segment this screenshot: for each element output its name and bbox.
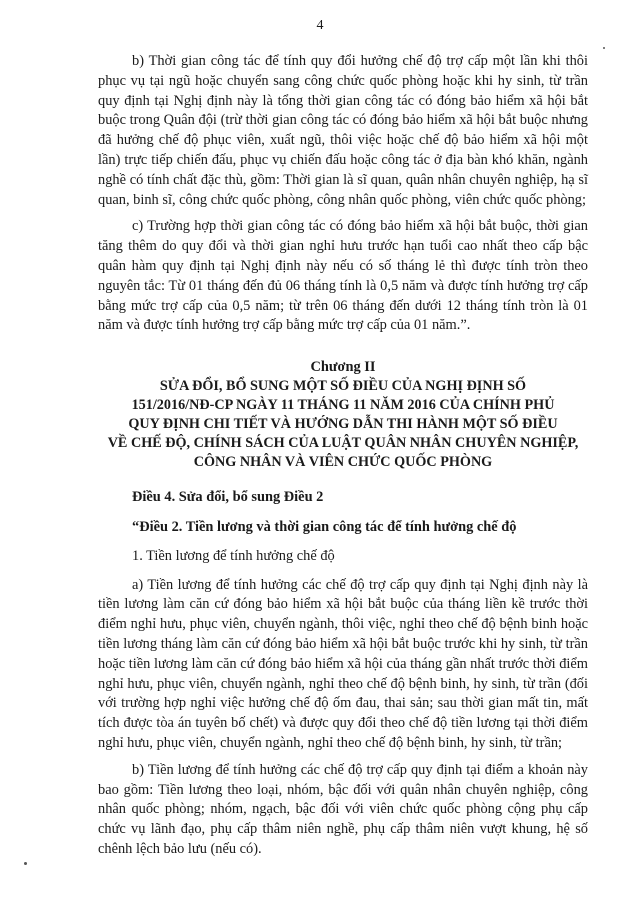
article-4-heading: Điều 4. Sửa đổi, bổ sung Điều 2 bbox=[132, 489, 324, 506]
paragraph-b-salary-components: b) Tiền lương để tính hưởng các chế độ trợ cấp quy định tại điểm a khoản này bao gồm: Tiền lương theo loại, nhóm, bậc đối với quân nhân chuyên nghiệp, công nhân quốc phòng; nhóm, ngạch, bậc đối với viên chức quốc phòng cộng phụ cấp chức vụ lãnh đạo, phụ cấp thâm niên nghề, phụ cấp thâm niên vượt khung, hệ số chênh lệch bảo lưu (nếu có). bbox=[98, 761, 588, 857]
document-body bbox=[98, 52, 588, 867]
paragraph-a-salary-basis: a) Tiền lương để tính hưởng các chế độ trợ cấp quy định tại Nghị định này là tiền lương làm căn cứ đóng bảo hiểm xã hội bắt buộc của tháng liền kề trước thời điểm nghỉ hưu, phục viên, chuyển ngành, thôi việc, nghỉ theo chế độ bệnh binh hoặc tiền lương tháng làm căn cứ đóng bảo hiểm xã hội bắt buộc trước khi hy sinh, từ trần hoặc tiền lương làm căn cứ đóng bảo hiểm xã hội của tháng gần nhất trước thời điểm nghỉ hưu, phục viên, chuyển ngành, nghỉ theo chế độ bệnh binh, hy sinh, từ trần (đối với trường hợp nghỉ việc hưởng chế độ ốm đau, thai sản; sau thời gian mất tin, mất tích được tòa án tuyên bố chết) và được quy đổi theo chế độ tiền lương tại thời điểm nghỉ hưu, phục viên, chuyển ngành, nghỉ theo chế độ bệnh binh, hy sinh, từ trần; bbox=[98, 576, 588, 751]
clause-1-heading: 1. Tiền lương để tính hưởng chế độ bbox=[132, 547, 335, 564]
page-number: 4 bbox=[316, 18, 324, 33]
paragraph-b-work-time: b) Thời gian công tác để tính quy đổi hưởng chế độ trợ cấp một lần khi thôi phục vụ tại ngũ hoặc chuyển sang công chức quốc phòng hoặc khi hy sinh, từ trần quy định tại Nghị định này là tổng thời gian công tác có đóng bảo hiểm xã hội bắt buộc trong Quân đội (trừ thời gian công tác có đóng bảo hiểm xã hội bắt buộc nhưng đã hưởng chế độ phục viên, xuất ngũ, thôi việc hoặc chế độ bảo hiểm xã hội một lần) trực tiếp chiến đấu, phục vụ chiến đấu hoặc công tác ở địa bàn khó khăn, ngành nghề có tính chất đặc thù, gồm: Thời gian là sĩ quan, quân nhân chuyên nghiệp, hạ sĩ quan, binh sĩ, công chức quốc phòng, công nhân quốc phòng, viên chức quốc phòng; bbox=[98, 53, 588, 208]
chapter-title-line: QUY ĐỊNH CHI TIẾT VÀ HƯỚNG DẪN THI HÀNH MỘT SỐ ĐIỀU bbox=[128, 416, 558, 433]
article-2-quoted-heading: “Điều 2. Tiền lương và thời gian công tác để tính hưởng chế độ bbox=[132, 518, 517, 535]
chapter-heading bbox=[98, 358, 588, 472]
chapter-number: Chương II bbox=[310, 359, 376, 376]
chapter-title-line: 151/2016/NĐ-CP NGÀY 11 THÁNG 11 NĂM 2016 CỦA CHÍNH PHỦ bbox=[131, 397, 555, 414]
chapter-title-line: CÔNG NHÂN VÀ VIÊN CHỨC QUỐC PHÒNG bbox=[193, 454, 493, 471]
chapter-title-line: VỀ CHẾ ĐỘ, CHÍNH SÁCH CỦA LUẬT QUÂN NHÂN CHUYÊN NGHIỆP, bbox=[107, 435, 579, 452]
paragraph-c-rounding-rule: c) Trường hợp thời gian công tác có đóng bảo hiểm xã hội bắt buộc, thời gian tăng thêm do quy đổi và thời gian nghỉ hưu trước hạn tuổi cao nhất theo cấp bậc quân hàm quy định tại Nghị định này nếu có số tháng lẻ thì được tính tròn theo nguyên tắc: Từ 01 tháng đến đủ 06 tháng tính là 0,5 năm và được tính hưởng trợ cấp bằng mức trợ cấp của 0,5 năm; từ trên 06 tháng đến dưới 12 tháng tính tròn là 01 năm và được tính hưởng trợ cấp bằng mức trợ cấp của 01 năm.”. bbox=[98, 218, 588, 334]
scan-speck bbox=[603, 47, 605, 49]
chapter-title-line: SỬA ĐỔI, BỔ SUNG MỘT SỐ ĐIỀU CỦA NGHỊ ĐỊNH SỐ bbox=[159, 378, 527, 395]
scan-speck bbox=[24, 862, 27, 865]
